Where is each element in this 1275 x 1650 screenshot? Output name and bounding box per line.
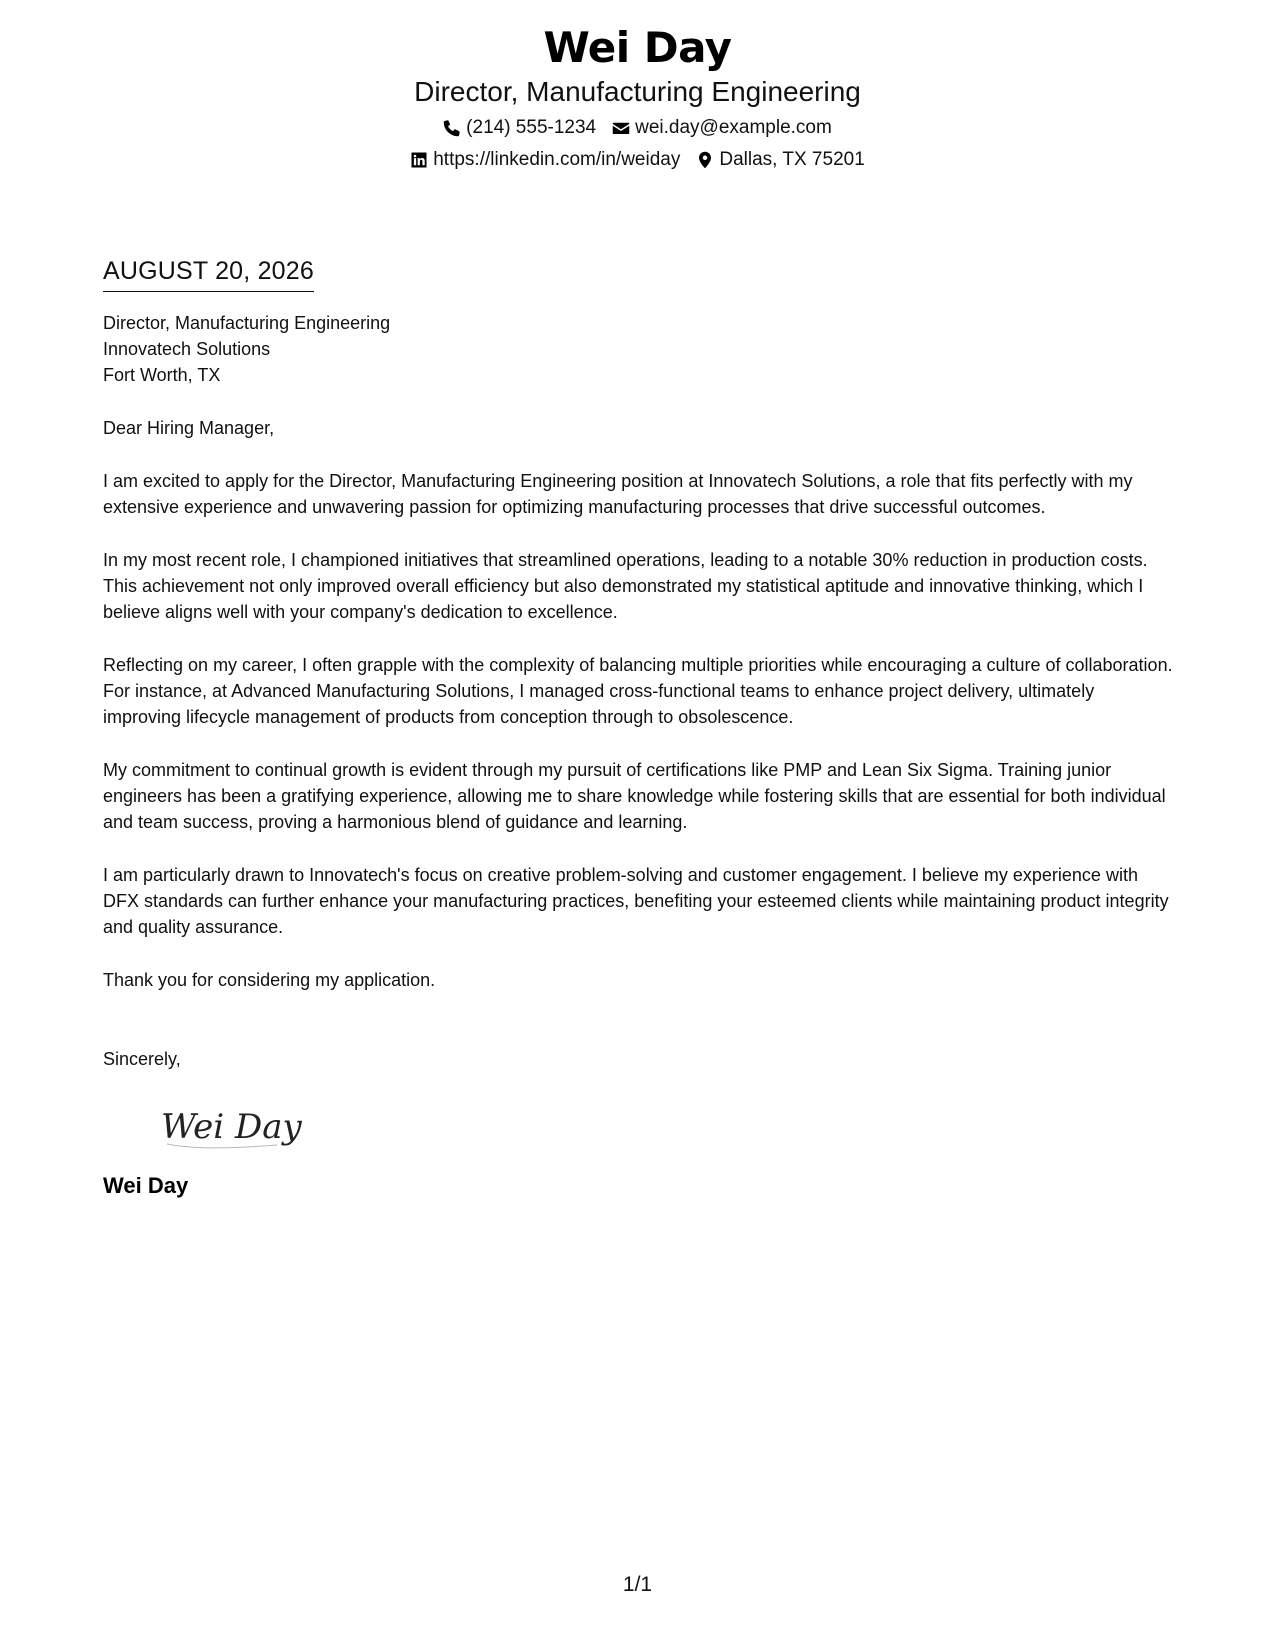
letter-header — [0, 22, 1275, 172]
phone-icon — [443, 119, 461, 137]
contact-row-2 — [0, 148, 1275, 172]
paragraph-1: I am excited to apply for the Director, Manufacturing Engineering position at Innovatech Solutions, a role that fits perfectly with my extensive experience and unwavering passion for optimizing manufacturing processes that drive successful outcomes. — [103, 471, 1133, 517]
linkedin-icon — [410, 151, 428, 169]
paragraph-5: I am particularly drawn to Innovatech's focus on creative problem-solving and customer engagement. I believe my experience with DFX standards can further enhance your manufacturing practices, benefiting your esteemed clients while maintaining product integrity and quality assurance. — [103, 865, 1169, 937]
svg-text:Wei Day: Wei Day — [161, 1107, 302, 1147]
page-number: 1/1 — [622, 1573, 653, 1596]
location-contact — [696, 148, 864, 172]
phone-text: (214) 555-1234 — [466, 117, 597, 138]
paragraph-4: My commitment to continual growth is evident through my pursuit of certifications like PMP and Lean Six Sigma. Training junior engineers has been a gratifying experience, allowing me to share knowledge while fostering skills that are essential for both individual and team success, proving a harmonious blend of guidance and learning. — [103, 760, 1166, 832]
email-text: wei.day@example.com — [635, 117, 832, 138]
location-text: Dallas, TX 75201 — [719, 149, 865, 170]
envelope-icon — [612, 119, 630, 137]
recipient-location: Fort Worth, TX — [103, 365, 221, 385]
letter-body — [103, 255, 1173, 1200]
applicant-name: Wei Day — [543, 23, 732, 72]
signer-name: Wei Day — [103, 1173, 189, 1198]
email-contact — [612, 116, 832, 140]
signature-graphic — [157, 1098, 357, 1156]
handwritten-signature — [157, 1098, 357, 1156]
map-pin-icon — [696, 151, 714, 169]
applicant-title: Director, Manufacturing Engineering — [414, 76, 861, 107]
recipient-title: Director, Manufacturing Engineering — [103, 313, 391, 333]
phone-contact — [443, 116, 596, 140]
paragraph-3: Reflecting on my career, I often grapple with the complexity of balancing multiple priorities while encouraging a culture of collaboration. For instance, at Advanced Manufacturing Solutions, I managed cross-functional teams to enhance project delivery, ultimately improving lifecycle management of products from conception through to obsolescence. — [103, 655, 1173, 727]
linkedin-contact — [410, 148, 680, 172]
closing: Sincerely, — [103, 1049, 181, 1069]
letter-date: AUGUST 20, 2026 — [103, 255, 314, 292]
thank-you-line: Thank you for considering my application. — [103, 970, 436, 990]
contact-row-1 — [0, 116, 1275, 140]
recipient-company: Innovatech Solutions — [103, 339, 271, 359]
linkedin-text: https://linkedin.com/in/weiday — [433, 149, 681, 170]
recipient-block — [103, 310, 1173, 388]
salutation: Dear Hiring Manager, — [103, 418, 275, 438]
paragraph-2: In my most recent role, I championed initiatives that streamlined operations, leading to a notable 30% reduction in production costs. This achievement not only improved overall efficiency but also demonstrated my statistical aptitude and innovative thinking, which I believe aligns well with your company's dedication to excellence. — [103, 550, 1148, 622]
